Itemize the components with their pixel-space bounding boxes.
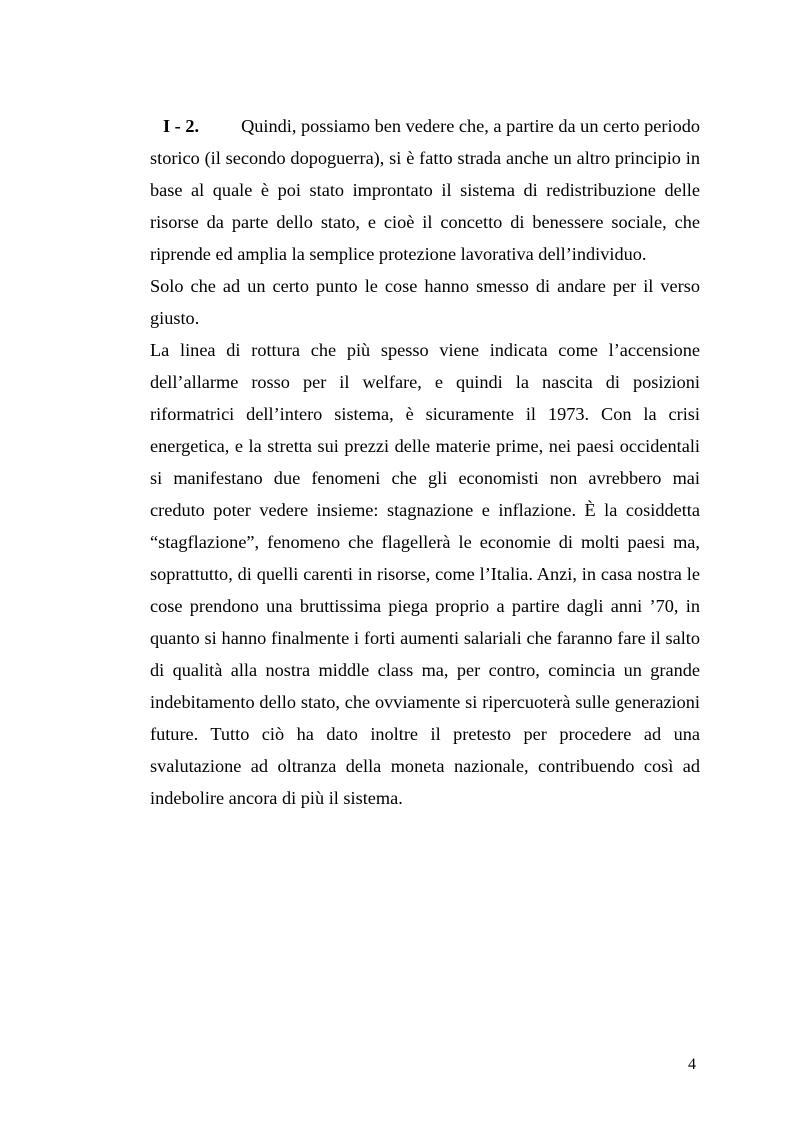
paragraph-2: Solo che ad un certo punto le cose hanno smesso di andare per il verso giusto. bbox=[150, 276, 700, 328]
paragraph-3: La linea di rottura che più spesso viene indicata come l’accensione dell’allarme rosso per il welfare, e quindi la nascita di posizioni riformatrici dell’intero sistema, è sicuramente il 1973. Con la crisi energetica, e la stretta sui prezzi delle materie prime, nei paesi occidentali si manifestano due fenomeni che gli economisti non avrebbero mai creduto poter vedere insieme: stagnazione e inflazione. È la cosiddetta “stagflazione”, fenomeno che flagellerà le economie di molti paesi ma, soprattutto, di quelli carenti in risorse, come l’Italia. Anzi, in casa nostra le cose prendono una bruttissima piega proprio a partire dagli anni ’70, in quanto si hanno finalmente i forti aumenti salariali che faranno fare il salto di qualità alla nostra middle class ma, per contro, comincia un grande indebitamento dello stato, che ovviamente si ripercuoterà sulle generazioni future. Tutto ciò ha dato inoltre il pretesto per procedere ad una svalutazione ad oltranza della moneta nazionale, contribuendo così ad indebolire ancora di più il sistema. bbox=[150, 340, 700, 808]
paragraph-1-text: Quindi, possiamo ben vedere che, a partire da un certo periodo storico (il secondo dopoguerra), si è fatto strada anche un altro principio in base al quale è poi stato improntato il sistema di redistribuzione delle risorse da parte dello stato, e cioè il concetto di benessere sociale, che riprende ed amplia la semplice protezione lavorativa dell’individuo. bbox=[150, 116, 700, 264]
section-number: I - 2. bbox=[163, 116, 200, 136]
body-text bbox=[150, 110, 700, 814]
paragraph-1 bbox=[150, 110, 700, 270]
page-number: 4 bbox=[688, 1056, 696, 1073]
